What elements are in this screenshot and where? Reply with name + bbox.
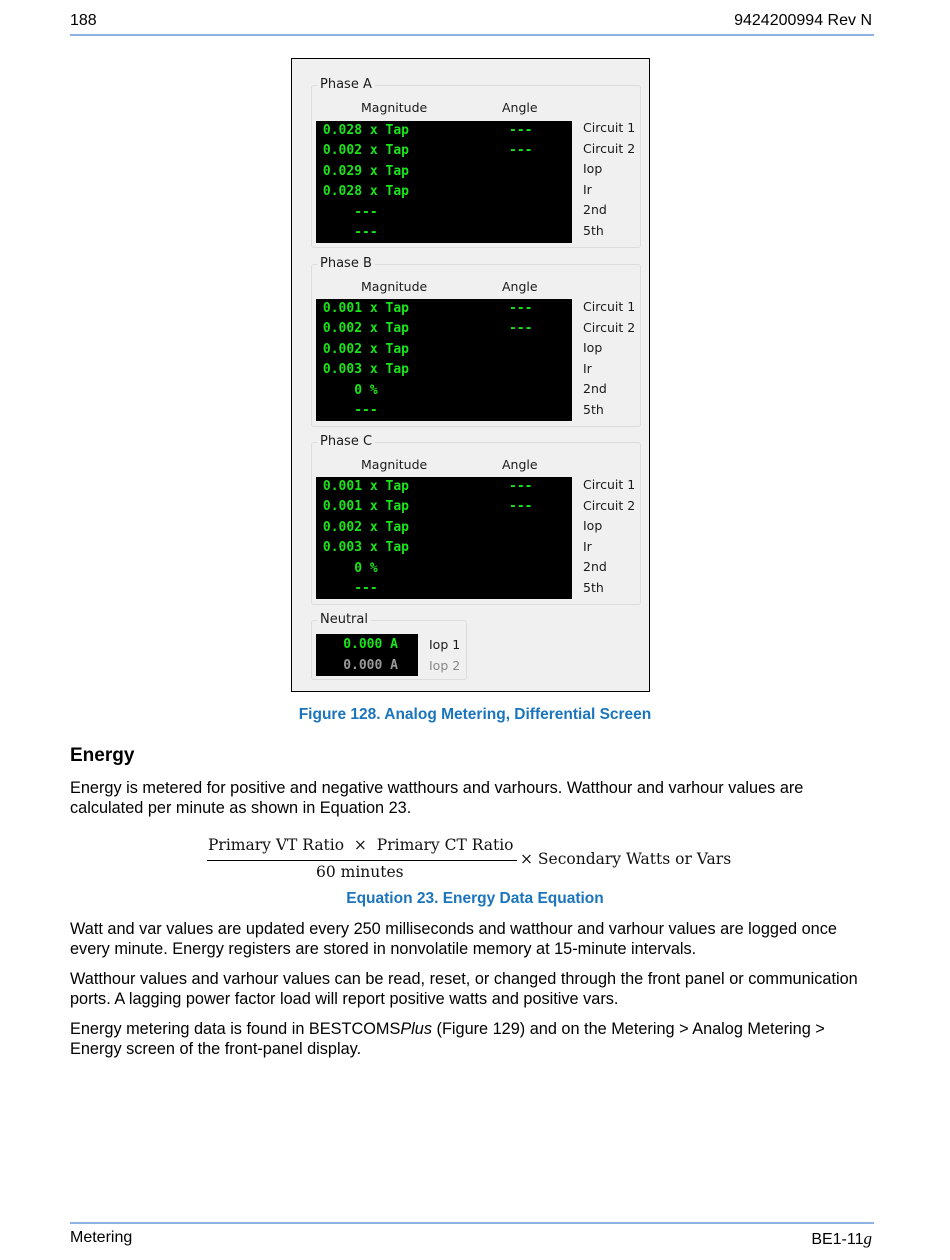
phase-a-ir-label: Ir bbox=[583, 182, 592, 197]
angle-header: Angle bbox=[502, 279, 538, 294]
paragraph-3: Watthour values and varhour values can be read, reset, or changed through the front panel or communication ports. A lagging power factor load will report positive watts and positive vars. bbox=[70, 970, 858, 1008]
neutral-iop1-value: 0.000 A bbox=[343, 637, 398, 652]
phase-b-5th-label: 5th bbox=[583, 402, 604, 417]
phase-a-display bbox=[316, 121, 572, 243]
phase-c-circuit2-angle: --- bbox=[509, 499, 533, 514]
phase-a-5th-magnitude: --- bbox=[354, 225, 409, 240]
phase-c-iop-magnitude: 0.002 x Tap bbox=[322, 520, 409, 535]
paragraph-4-italic: Plus bbox=[400, 1020, 432, 1038]
equation-denominator: 60 minutes bbox=[316, 863, 404, 881]
phase-c-5th-label: 5th bbox=[583, 580, 604, 595]
figure-caption: Figure 128. Analog Metering, Differential Screen bbox=[298, 706, 652, 723]
paragraph-4-end: (Figure 129) and on the Metering > Analog Metering > Energy screen of the front-panel display. bbox=[70, 1020, 825, 1058]
neutral-iop2-value: 0.000 A bbox=[343, 658, 398, 673]
paragraph-4-start: Energy metering data is found in BESTCOMS bbox=[70, 1020, 401, 1038]
phase-a-iop-magnitude: 0.029 x Tap bbox=[322, 164, 409, 179]
paragraph-4 bbox=[70, 1019, 880, 1059]
section-heading: Energy bbox=[70, 745, 135, 766]
phase-a-circuit1-label: Circuit 1 bbox=[583, 120, 636, 135]
phase-c-title: Phase C bbox=[317, 434, 375, 449]
phase-a-2nd-label: 2nd bbox=[583, 202, 607, 217]
phase-a-2nd-magnitude: --- bbox=[354, 205, 409, 220]
phase-b-circuit1-magnitude: 0.001 x Tap bbox=[322, 301, 409, 316]
neutral-iop2-label: Iop 2 bbox=[429, 658, 461, 673]
paragraph-2: Watt and var values are updated every 250 milliseconds and watthour and varhour values are logged once every minute. Energy registers are stored in nonvolatile memory at 15-minute intervals. bbox=[70, 920, 837, 958]
differential-metering-screenshot bbox=[291, 58, 650, 692]
phase-b-ir-magnitude: 0.003 x Tap bbox=[322, 362, 409, 377]
neutral-group bbox=[311, 612, 467, 680]
phase-a-title: Phase A bbox=[317, 77, 375, 92]
phase-c-circuit1-label: Circuit 1 bbox=[583, 477, 636, 492]
phase-c-ir-label: Ir bbox=[583, 539, 592, 554]
equation-caption: Equation 23. Energy Data Equation bbox=[346, 890, 604, 907]
phase-b-iop-label: Iop bbox=[583, 340, 603, 355]
phase-b-2nd-label: 2nd bbox=[583, 381, 607, 396]
phase-a-circuit2-label: Circuit 2 bbox=[583, 141, 636, 156]
phase-c-2nd-magnitude: 0 % bbox=[354, 561, 409, 576]
phase-a-iop-label: Iop bbox=[583, 161, 603, 176]
document-id: 9424200994 Rev N bbox=[734, 12, 872, 29]
phase-c-circuit2-label: Circuit 2 bbox=[583, 498, 636, 513]
angle-header: Angle bbox=[502, 457, 538, 472]
phase-a-circuit2-magnitude: 0.002 x Tap bbox=[322, 143, 409, 158]
page-header bbox=[70, 12, 874, 36]
footer-product bbox=[811, 1229, 872, 1249]
footer-product-prefix: BE1-11 bbox=[811, 1231, 864, 1248]
phase-b-iop-magnitude: 0.002 x Tap bbox=[322, 342, 409, 357]
phase-c-group bbox=[311, 434, 641, 605]
neutral-title: Neutral bbox=[317, 612, 371, 627]
phase-a-ir-magnitude: 0.028 x Tap bbox=[322, 184, 409, 199]
magnitude-header: Magnitude bbox=[361, 457, 428, 472]
phase-b-group bbox=[311, 256, 641, 427]
page-footer bbox=[70, 1222, 874, 1254]
phase-c-circuit1-angle: --- bbox=[509, 479, 533, 494]
footer-product-suffix: g bbox=[863, 1229, 872, 1248]
phase-b-display bbox=[316, 299, 572, 421]
neutral-display bbox=[316, 634, 418, 676]
phase-b-5th-magnitude: --- bbox=[354, 403, 409, 418]
footer-section-name: Metering bbox=[70, 1229, 133, 1246]
magnitude-header: Magnitude bbox=[361, 279, 428, 294]
equation-numerator: Primary VT Ratio × Primary CT Ratio bbox=[208, 836, 514, 854]
phase-c-circuit2-magnitude: 0.001 x Tap bbox=[322, 499, 409, 514]
phase-b-circuit2-label: Circuit 2 bbox=[583, 320, 636, 335]
phase-b-circuit2-magnitude: 0.002 x Tap bbox=[322, 321, 409, 336]
phase-a-group bbox=[311, 77, 641, 248]
phase-b-2nd-magnitude: 0 % bbox=[354, 383, 409, 398]
phase-c-5th-magnitude: --- bbox=[354, 581, 409, 596]
magnitude-header: Magnitude bbox=[361, 100, 428, 115]
phase-a-circuit2-angle: --- bbox=[509, 143, 533, 158]
page-number: 188 bbox=[70, 12, 97, 29]
phase-c-ir-magnitude: 0.003 x Tap bbox=[322, 540, 409, 555]
phase-b-circuit1-label: Circuit 1 bbox=[583, 299, 636, 314]
paragraph-1: Energy is metered for positive and negative watthours and varhours. Watthour and varhour values are calculated per minute as shown in Equation 23. bbox=[70, 779, 804, 817]
phase-a-circuit1-magnitude: 0.028 x Tap bbox=[322, 123, 409, 138]
equation-multiplier: × Secondary Watts or Vars bbox=[520, 850, 732, 868]
phase-c-iop-label: Iop bbox=[583, 518, 603, 533]
phase-b-circuit1-angle: --- bbox=[509, 301, 533, 316]
phase-a-5th-label: 5th bbox=[583, 223, 604, 238]
phase-c-2nd-label: 2nd bbox=[583, 559, 607, 574]
angle-header: Angle bbox=[502, 100, 538, 115]
fraction-bar bbox=[207, 860, 517, 861]
phase-b-circuit2-angle: --- bbox=[509, 321, 533, 336]
neutral-iop1-label: Iop 1 bbox=[429, 637, 461, 652]
phase-c-circuit1-magnitude: 0.001 x Tap bbox=[322, 479, 409, 494]
phase-c-display bbox=[316, 477, 572, 599]
phase-a-circuit1-angle: --- bbox=[509, 123, 533, 138]
phase-b-title: Phase B bbox=[317, 256, 375, 271]
phase-b-ir-label: Ir bbox=[583, 361, 592, 376]
